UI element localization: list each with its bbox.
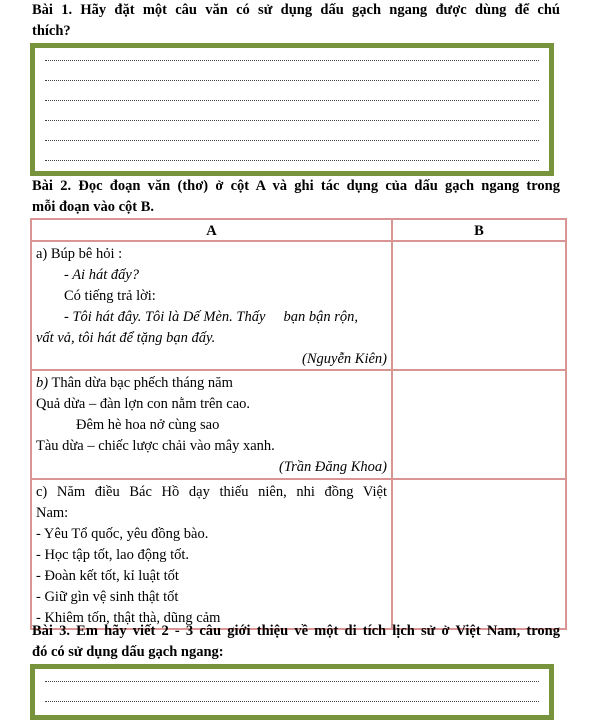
row3-line3: - Yêu Tổ quốc, yêu đồng bào.: [36, 526, 209, 542]
table-row: [31, 479, 566, 629]
row1-content: [31, 241, 392, 370]
dotted-line: [45, 681, 539, 682]
row3-line4: - Học tập tốt, lao động tốt.: [36, 547, 190, 563]
column-a-header: A: [31, 219, 392, 241]
table-row: [31, 241, 566, 370]
bai2-question: [32, 176, 560, 218]
table-header-row: [31, 219, 566, 241]
row2-prefix: b): [36, 375, 49, 391]
dotted-line: [45, 701, 539, 702]
row1-line3: Có tiếng trả lời:: [64, 288, 156, 304]
row2-line3: Đêm hè hoa nở cùng sao: [76, 417, 220, 433]
row1-line5: vất vả, tôi hát để tặng bạn đấy.: [36, 330, 216, 346]
dotted-line: [45, 120, 539, 121]
bai1-line1: Bài 1. Hãy đặt một câu văn có sử dụng dấu gạch ngang được dùng để chú: [32, 2, 560, 18]
bai2-table: [30, 218, 567, 630]
bai2-line2: mỗi đoạn vào cột B.: [32, 199, 155, 215]
dotted-line: [45, 80, 539, 81]
table-row: [31, 370, 566, 479]
row2-line2: Quả dừa – đàn lợn con nằm trên cao.: [36, 396, 251, 412]
row3-line5: - Đoàn kết tốt, kỉ luật tốt: [36, 568, 179, 584]
row3-line1: c) Năm điều Bác Hồ dạy thiếu niên, nhi đồng Việt: [36, 484, 387, 500]
bai3-line2: đó có sử dụng dấu gạch ngang:: [32, 644, 224, 660]
bai3-answer-box[interactable]: [30, 664, 554, 720]
row2-line4: Tàu dừa – chiếc lược chải vào mây xanh.: [36, 438, 275, 454]
row3-line2: Nam:: [36, 505, 69, 521]
row1-answer-cell[interactable]: [392, 241, 566, 370]
row3-line7: - Khiêm tốn, thật thà, dũng cảm: [36, 610, 221, 626]
row1-line4: - Tôi hát đây. Tôi là Dế Mèn. Thấy bạn bận rộn,: [64, 309, 359, 325]
dotted-line: [45, 60, 539, 61]
bai3-line1: Bài 3. Em hãy viết 2 - 3 câu giới thiệu về một di tích lịch sử ở Việt Nam, trong: [32, 623, 560, 639]
row2-answer-cell[interactable]: [392, 370, 566, 479]
column-b-header: B: [392, 219, 566, 241]
bai1-line2: thích?: [32, 23, 71, 39]
row1-line1: a) Búp bê hỏi :: [36, 246, 123, 262]
row2-author: (Trần Đăng Khoa): [279, 459, 387, 475]
row1-author: (Nguyễn Kiên): [302, 351, 387, 367]
row1-line2: - Ai hát đấy?: [64, 267, 140, 283]
row2-line1-text: Thân dừa bạc phếch tháng năm: [48, 375, 233, 391]
bai3-question: [32, 621, 560, 663]
bai1-answer-box[interactable]: [30, 43, 554, 176]
row3-content: [31, 479, 392, 629]
dotted-line: [45, 100, 539, 101]
row2-line1: [36, 373, 387, 394]
dotted-line: [45, 140, 539, 141]
row3-line6: - Giữ gìn vệ sinh thật tốt: [36, 589, 179, 605]
bai1-question: [32, 0, 560, 42]
row2-content: [31, 370, 392, 479]
row3-answer-cell[interactable]: [392, 479, 566, 629]
bai2-line1: Bài 2. Đọc đoạn văn (thơ) ở cột A và ghi tác dụng của dấu gạch ngang trong: [32, 178, 560, 194]
dotted-line: [45, 160, 539, 161]
